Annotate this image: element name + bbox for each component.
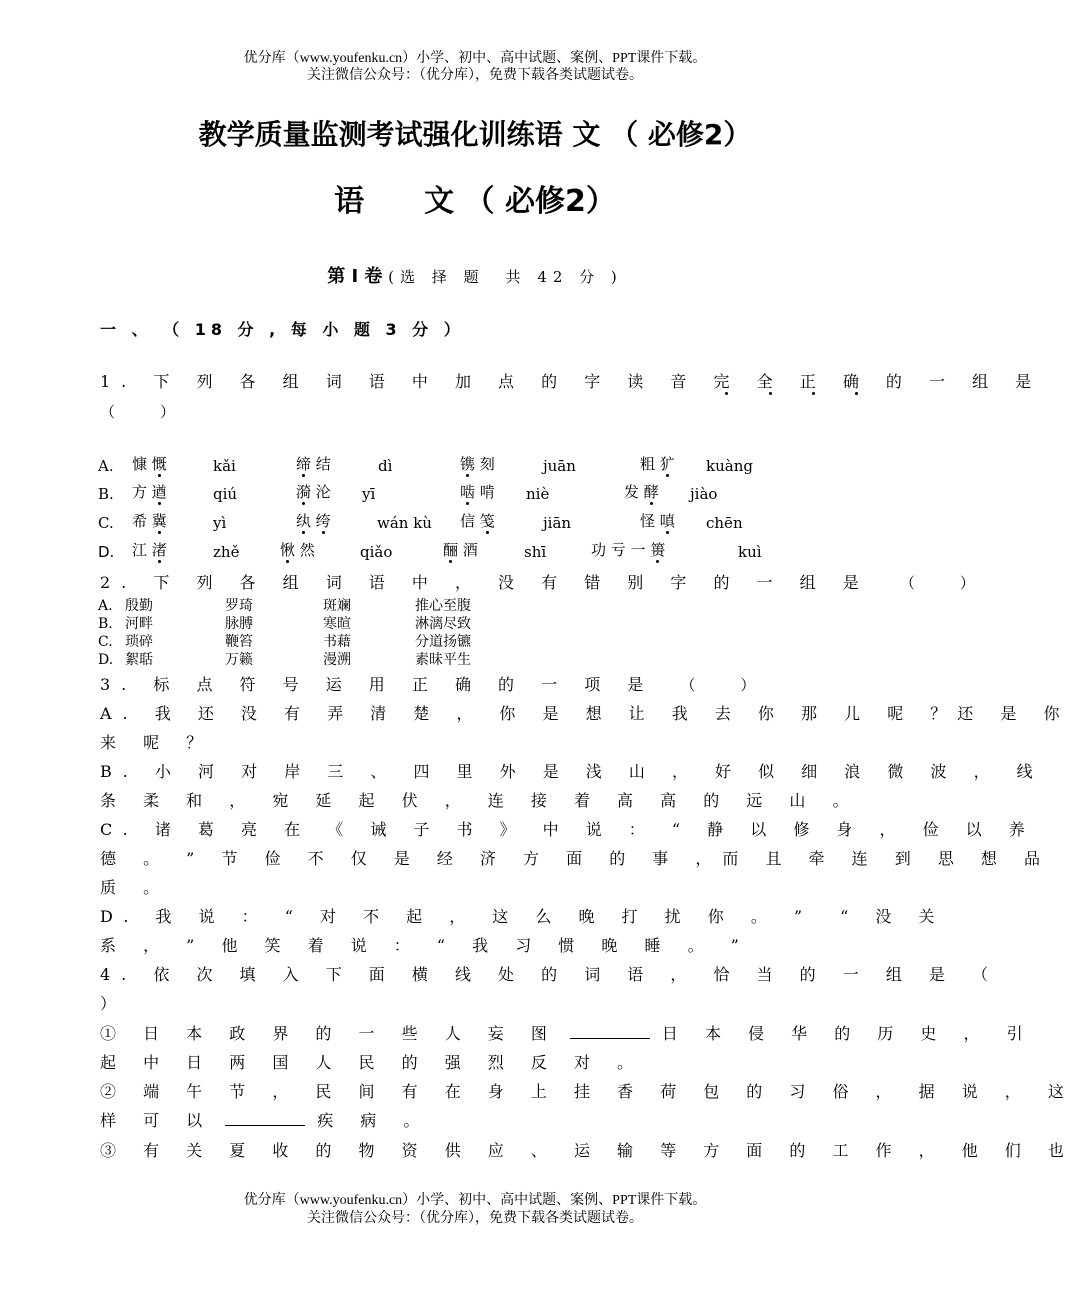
word: 罗琦 [225, 598, 253, 614]
option-letter: B. [98, 485, 114, 503]
option-letter: B. [98, 616, 113, 632]
q3-line: D. 我 说 ： “ 对 不 起 ， 这 么 晚 打 扰 你 。 ” “ 没 关 [100, 907, 946, 926]
q4-text: ① 日 本 政 界 的 一 些 人 妄 图 [100, 1024, 558, 1043]
q3-line: 系 ， ” 他 笑 着 说 ： “ 我 习 惯 晚 睡 。 ” [100, 936, 750, 955]
q2-stem-text: 2. 下 列 各 组 词 语 中 ， 没 有 错 别 字 的 一 组 是 [100, 573, 870, 592]
word: 缔 结 [296, 455, 331, 473]
q4-line [100, 1111, 840, 1131]
word: 万籁 [225, 652, 253, 668]
pinyin: juān [543, 457, 576, 475]
word: 絮聒 [125, 652, 153, 668]
word: 书藉 [323, 634, 351, 650]
page-header-line1: 优分库（www.youfenku.cn）小学、初中、高中试题、案例、PPT课件下载。 [243, 51, 707, 66]
word: 脉膊 [225, 616, 253, 632]
option-letter: D. [98, 652, 114, 668]
q3-line: 质 。 [100, 878, 171, 897]
word: 粗 犷 [640, 455, 675, 473]
q4-text: 样 可 以 [100, 1111, 214, 1130]
page-footer-line1: 优分库（www.youfenku.cn）小学、初中、高中试题、案例、PPT课件下载。 [243, 1193, 707, 1208]
q3-line: 德 。 ” 节 俭 不 仅 是 经 济 方 面 的 事 ，而 且 牵 连 到 思 想 品 [100, 849, 1051, 868]
word: 斑斓 [323, 598, 351, 614]
sub-title: 语 文 （ 必修2） [334, 184, 616, 219]
q4-text: 日 本 侵 华 的 历 史 ， 引 [661, 1024, 1034, 1043]
pinyin: kuàng [706, 457, 753, 475]
word: 鞭笞 [225, 634, 253, 650]
word: 江 渚 [132, 541, 167, 559]
word: 漪 沦 [296, 483, 331, 501]
word: 寒暄 [323, 616, 351, 632]
fill-blank-1[interactable] [570, 1024, 650, 1039]
pinyin: jiào [690, 485, 718, 503]
pinyin: kǎi [213, 457, 236, 475]
word: 琐碎 [125, 634, 153, 650]
pinyin: shī [524, 543, 547, 561]
word: 愀 然 [280, 541, 315, 559]
q1-stem-text: 1. 下 列 各 组 词 语 中 加 点 的 字 读 音 完 全 正 确 的 一 组 是 [100, 372, 1043, 391]
option-letter: A. [98, 457, 114, 475]
q3-line: A. 我 还 没 有 弄 清 楚 ， 你 是 想 让 我 去 你 那 儿 呢 ？还 是 你 [100, 704, 1071, 723]
q3-line: 来 呢 ？ [100, 733, 214, 752]
word: 慷 慨 [132, 455, 167, 473]
q4-line: 起 中 日 两 国 人 民 的 强 烈 反 对 。 [100, 1053, 645, 1072]
fill-blank-2[interactable] [225, 1111, 305, 1126]
word: 淋漓尽致 [415, 616, 471, 632]
page-footer-line2: 关注微信公众号：（优分库），免费下载各类试题试卷。 [307, 1211, 643, 1226]
q3-line: C. 诸 葛 亮 在 《 诫 子 书 》 中 说 ： “ 静 以 修 身 ， 俭 以 养 [100, 820, 1036, 839]
option-letter: C. [98, 634, 113, 650]
q3-paren: （ ） [680, 676, 756, 694]
word: 纨 绔 [296, 512, 331, 530]
word: 酾 酒 [443, 541, 478, 559]
q4-text: 疾 病 。 [317, 1111, 431, 1130]
q4-item-2: ② 端 午 节 ， 民 间 有 在 身 上 挂 香 荷 包 的 习 俗 ， 据 说 ， 这 [100, 1082, 1075, 1101]
option-letter: D. [98, 543, 115, 561]
pinyin: yī [362, 485, 376, 503]
pinyin: kuì [738, 543, 762, 561]
q1-paren: （ ） [100, 403, 176, 421]
word: 素昧平生 [415, 652, 471, 668]
pinyin: chēn [706, 514, 743, 532]
pinyin: zhě [213, 543, 240, 561]
q3-stem [100, 675, 840, 695]
pinyin: wán kù [377, 514, 432, 532]
word: 河畔 [125, 616, 153, 632]
q3-line: B. 小 河 对 岸 三 、 四 里 外 是 浅 山 ， 好 似 细 浪 微 波 ， 线 [100, 762, 1044, 781]
word: 发 酵 [624, 483, 659, 501]
pinyin: niè [526, 485, 550, 503]
pinyin: qiǎo [360, 543, 393, 561]
word: 希 冀 [132, 512, 167, 530]
section-heading: 一 、 （ 18 分 , 每 小 题 3 分 ） [100, 320, 465, 339]
word: 啮 啃 [460, 483, 495, 501]
word: 镌 刻 [460, 455, 495, 473]
word: 怪 嗔 [640, 512, 675, 530]
q3-line: 条 柔 和 ， 宛 延 起 伏 ， 连 接 着 高 高 的 远 山 。 [100, 791, 860, 810]
pinyin: jiān [543, 514, 572, 532]
word: 推心至腹 [415, 598, 471, 614]
q4-item-1 [100, 1024, 1034, 1044]
q2-paren: （ ） [899, 574, 975, 592]
q1-stem [100, 372, 1043, 392]
word: 信 笺 [460, 512, 495, 530]
q4-item-3: ③ 有 关 夏 收 的 物 资 供 应 、 运 输 等 方 面 的 工 作 ， 他 们 也 [100, 1141, 1075, 1160]
part-note: (选 择 题 共 42 分 ) [388, 268, 623, 286]
pinyin: qiú [213, 485, 238, 503]
option-letter: A. [98, 598, 113, 614]
q2-stem [100, 573, 975, 593]
q4-stem-close: ） [100, 994, 117, 1013]
main-title: 教学质量监测考试强化训练语 文 （ 必修2） [198, 118, 752, 151]
option-letter: C. [98, 514, 114, 532]
part-heading [0, 266, 950, 288]
word: 方 遒 [132, 483, 167, 501]
pinyin: yì [213, 514, 227, 532]
pinyin: dì [378, 457, 393, 475]
q3-stem-text: 3. 标 点 符 号 运 用 正 确 的 一 项 是 [100, 675, 655, 694]
word: 功 亏 一 篑 [591, 541, 666, 559]
q4-stem: 4. 依 次 填 入 下 面 横 线 处 的 词 语 ， 恰 当 的 一 组 是 （ [100, 965, 999, 984]
part-label: 第 I 卷 [327, 266, 383, 287]
word: 分道扬镳 [415, 634, 471, 650]
page-header-line2: 关注微信公众号：（优分库），免费下载各类试题试卷。 [307, 68, 643, 83]
word: 漫溯 [323, 652, 351, 668]
word: 殷勤 [125, 598, 153, 614]
